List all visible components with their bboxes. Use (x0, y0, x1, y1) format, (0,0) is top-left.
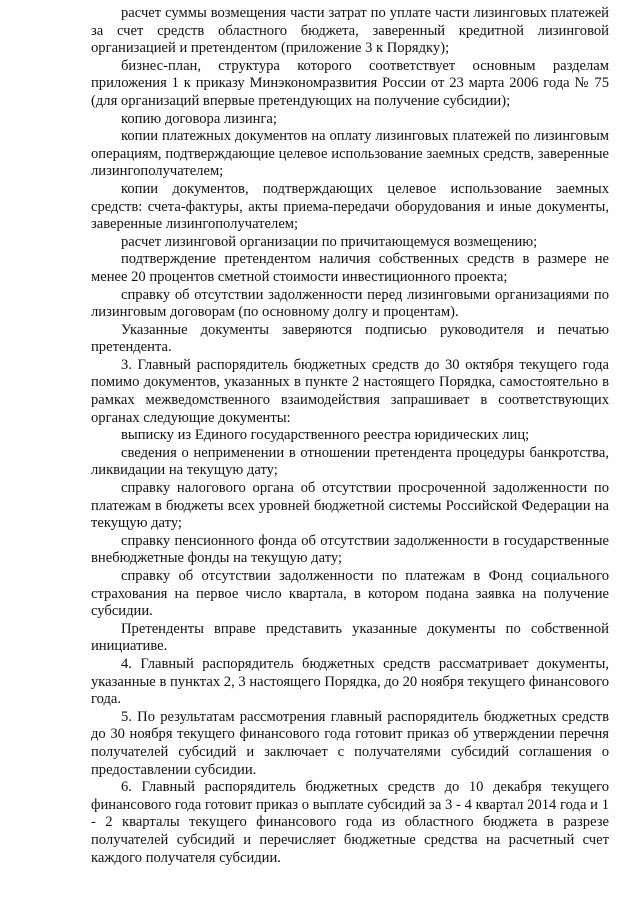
paragraph: справку об отсутствии задолженности перед лизинговыми организациями по лизинговым договорам (по основному долгу и процентам). (91, 286, 609, 321)
paragraph: 3. Главный распорядитель бюджетных средств до 30 октября текущего года помимо документов, указанных в пункте 2 настоящего Порядка, самостоятельно в рамках межведомственного взаимодействия запрашивает в соответствующих органах следующие документы: (91, 356, 609, 426)
paragraph: Указанные документы заверяются подписью руководителя и печатью претендента. (91, 321, 609, 356)
paragraph: копию договора лизинга; (121, 110, 277, 127)
paragraph: 5. По результатам рассмотрения главный распорядитель бюджетных средств до 30 ноября текущего финансового года готовит приказ об утверждении перечня получателей субсидий и заключает с получателями субсидий соглашения о предоставлении субсидии. (91, 708, 609, 778)
paragraph: справку об отсутствии задолженности по платежам в Фонд социального страхования на первое число квартала, в котором подана заявка на получение субсидии. (91, 568, 609, 620)
paragraph: копии платежных документов на оплату лизинговых платежей по лизинговым операциям, подтверждающие целевое использование заемных средств, заверенные лизингополучателем; (91, 128, 609, 180)
document-page (91, 5, 609, 867)
paragraph: подтверждение претендентом наличия собственных средств в размере не менее 20 процентов сметной стоимости инвестиционного проекта; (91, 251, 609, 285)
paragraph: выписку из Единого государственного реестра юридических лиц; (121, 427, 530, 444)
paragraph: справку пенсионного фонда об отсутствии задолженности в государственные внебюджетные фонды на текущую дату; (91, 532, 609, 567)
paragraph: расчет лизинговой организации по причитающемуся возмещению; (121, 233, 538, 250)
paragraph: расчет суммы возмещения части затрат по уплате части лизинговых платежей за счет средств областного бюджета, заверенный кредитной лизинговой организацией и претендентом (приложение 3 к Порядку); (91, 5, 609, 57)
paragraph: 4. Главный распорядитель бюджетных средств рассматривает документы, указанные в пунктах 2, 3 настоящего Порядка, до 20 ноября текущего финансового года. (91, 655, 609, 708)
paragraph: 6. Главный распорядитель бюджетных средств до 10 декабря текущего финансового года готовит приказ о выплате субсидий за 3 - 4 квартал 2014 года и 1 - 2 кварталы текущего финансового года из областного бюджета в разрезе получателей субсидий и перечисляет бюджетные средства на расчетный счет каждого получателя субсидии. (91, 779, 609, 866)
paragraph: справку налогового органа об отсутствии просроченной задолженности по платежам в бюджеты всех уровней бюджетной системы Российской Федерации на текущую дату; (91, 480, 609, 532)
paragraph: копии документов, подтверждающих целевое использование заемных средств: счета-фактуры, акты приема-передачи оборудования и иные документы, заверенные лизингополучателем; (91, 180, 609, 233)
paragraph: сведения о неприменении в отношении претендента процедуры банкротства, ликвидации на текущую дату; (91, 444, 609, 479)
paragraph: бизнес-план, структура которого соответствует основным разделам приложения 1 к приказу Минэкономразвития России от 23 марта 2006 года № 75 (для организаций впервые претендующих на получение субсидии); (91, 57, 609, 109)
paragraph: Претенденты вправе представить указанные документы по собственной инициативе. (91, 620, 609, 655)
